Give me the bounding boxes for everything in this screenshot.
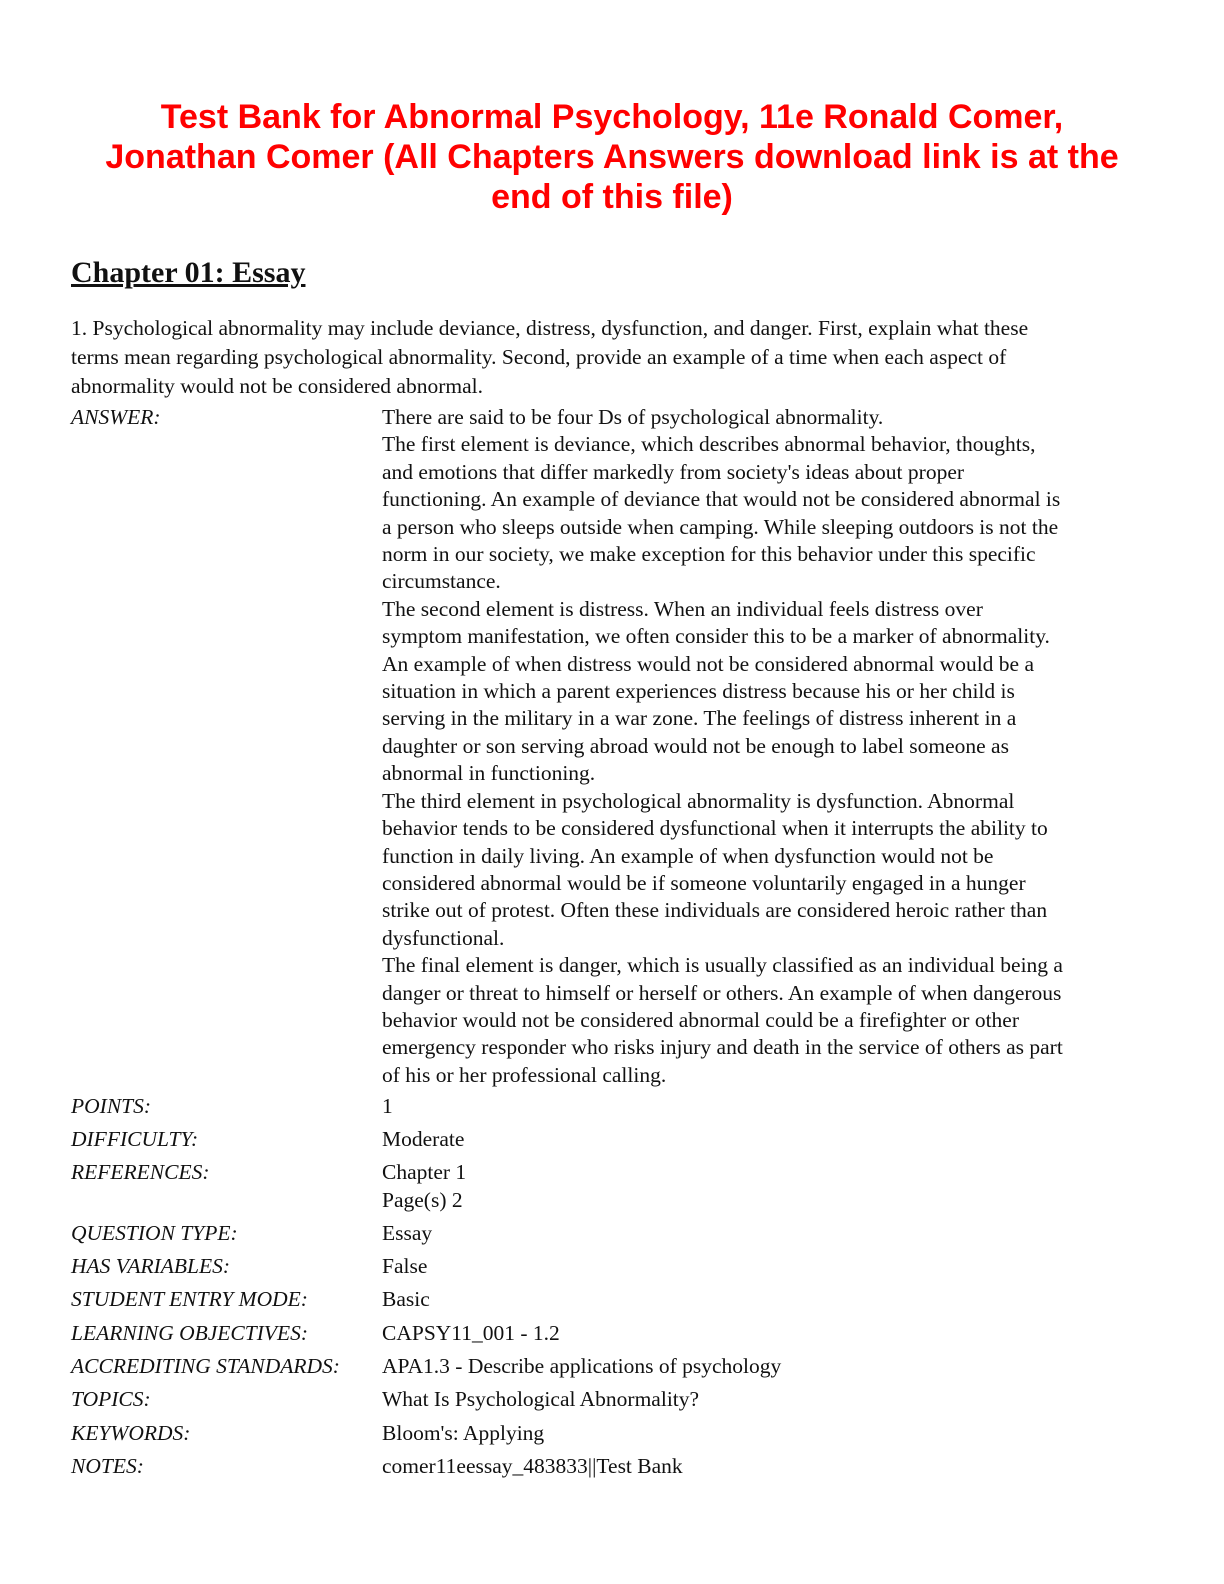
references-value: Chapter 1 xyxy=(382,1160,467,1184)
has-variables-value: False xyxy=(382,1254,428,1278)
answer-line: An example of when distress would not be considered abnormal would be a xyxy=(382,651,1035,676)
difficulty-row xyxy=(71,1127,1161,1157)
answer-line: serving in the military in a war zone. The feelings of distress inherent in a xyxy=(382,706,1017,731)
question-text xyxy=(71,314,1151,401)
references-label: REFERENCES: xyxy=(71,1160,210,1184)
title-line: end of this file) xyxy=(491,177,733,216)
keywords-value: Bloom's: Applying xyxy=(382,1421,545,1445)
question-line: terms mean regarding psychological abnormality. Second, provide an example of a time when each aspect of xyxy=(71,345,1007,369)
notes-row xyxy=(71,1454,1161,1484)
keywords-row xyxy=(71,1421,1161,1451)
answer-line: dysfunctional. xyxy=(382,925,505,950)
difficulty-label: DIFFICULTY: xyxy=(71,1127,199,1151)
answer-line: The third element in psychological abnormality is dysfunction. Abnormal xyxy=(382,788,1015,813)
answer-line: a person who sleeps outside when camping. While sleeping outdoors is not the xyxy=(382,514,1059,539)
has-variables-label: HAS VARIABLES: xyxy=(71,1254,231,1278)
points-value: 1 xyxy=(382,1094,393,1118)
references-row xyxy=(71,1160,1161,1190)
topics-value: What Is Psychological Abnormality? xyxy=(382,1387,700,1411)
answer-line: The second element is distress. When an individual feels distress over xyxy=(382,596,983,621)
question-type-value: Essay xyxy=(382,1221,433,1245)
notes-value: comer11eessay_483833||Test Bank xyxy=(382,1454,683,1478)
answer-line: The final element is danger, which is usually classified as an individual being a xyxy=(382,953,1063,978)
keywords-label: KEYWORDS: xyxy=(71,1421,191,1445)
answer-line: considered abnormal would be if someone voluntarily engaged in a hunger xyxy=(382,870,1026,895)
title-line: Jonathan Comer (All Chapters Answers download link is at the xyxy=(105,137,1119,176)
answer-line: functioning. An example of deviance that would not be considered abnormal is xyxy=(382,487,1061,512)
question-type-row xyxy=(71,1221,1161,1251)
answer-line: The first element is deviance, which describes abnormal behavior, thoughts, xyxy=(382,432,1036,457)
question-line: abnormality would not be considered abnormal. xyxy=(71,374,483,398)
references-row-2 xyxy=(71,1188,1161,1218)
answer-line: symptom manifestation, we often consider this to be a marker of abnormality. xyxy=(382,624,1050,649)
learning-objectives-row xyxy=(71,1321,1161,1351)
document-title xyxy=(40,97,1184,217)
answer-line: There are said to be four Ds of psychological abnormality. xyxy=(382,405,884,429)
answer-line: of his or her professional calling. xyxy=(382,1062,667,1087)
references-value-2: Page(s) 2 xyxy=(382,1188,463,1212)
answer-line: behavior would not be considered abnormal could be a firefighter or other xyxy=(382,1007,1020,1032)
topics-row xyxy=(71,1387,1161,1417)
student-entry-mode-label: STUDENT ENTRY MODE: xyxy=(71,1287,308,1311)
learning-objectives-value: CAPSY11_001 - 1.2 xyxy=(382,1321,560,1345)
answer-line: emergency responder who risks injury and death in the service of others as part xyxy=(382,1035,1063,1060)
answer-label: ANSWER: xyxy=(71,405,161,429)
answer-line: behavior tends to be considered dysfunctional when it interrupts the ability to xyxy=(382,816,1048,841)
topics-label: TOPICS: xyxy=(71,1387,151,1411)
learning-objectives-label: LEARNING OBJECTIVES: xyxy=(71,1321,309,1345)
has-variables-row xyxy=(71,1254,1161,1284)
answer-line: strike out of protest. Often these individuals are considered heroic rather than xyxy=(382,898,1048,923)
notes-label: NOTES: xyxy=(71,1454,144,1478)
student-entry-mode-row xyxy=(71,1287,1161,1317)
answer-text xyxy=(382,404,1063,1089)
answer-line: situation in which a parent experiences distress because his or her child is xyxy=(382,679,1015,704)
question-line: 1. Psychological abnormality may include deviance, distress, dysfunction, and danger. First, explain what these xyxy=(71,316,1029,340)
answer-line: abnormal in functioning. xyxy=(382,761,596,786)
answer-line: daughter or son serving abroad would not be enough to label someone as xyxy=(382,733,1009,758)
answer-line: norm in our society, we make exception for this behavior under this specific xyxy=(382,542,1036,567)
difficulty-value: Moderate xyxy=(382,1127,465,1151)
accrediting-standards-label: ACCREDITING STANDARDS: xyxy=(71,1354,340,1378)
student-entry-mode-value: Basic xyxy=(382,1287,430,1311)
accrediting-standards-row xyxy=(71,1354,1161,1384)
points-row xyxy=(71,1094,1161,1124)
chapter-heading: Chapter 01: Essay xyxy=(71,256,306,289)
answer-line: danger or threat to himself or herself or others. An example of when dangerous xyxy=(382,980,1062,1005)
accrediting-standards-value: APA1.3 - Describe applications of psychology xyxy=(382,1354,782,1378)
points-label: POINTS: xyxy=(71,1094,152,1118)
answer-line: function in daily living. An example of when dysfunction would not be xyxy=(382,843,994,868)
title-line: Test Bank for Abnormal Psychology, 11e Ronald Comer, xyxy=(160,97,1064,136)
answer-line: circumstance. xyxy=(382,569,501,594)
answer-line: and emotions that differ markedly from society's ideas about proper xyxy=(382,459,965,484)
question-type-label: QUESTION TYPE: xyxy=(71,1221,238,1245)
